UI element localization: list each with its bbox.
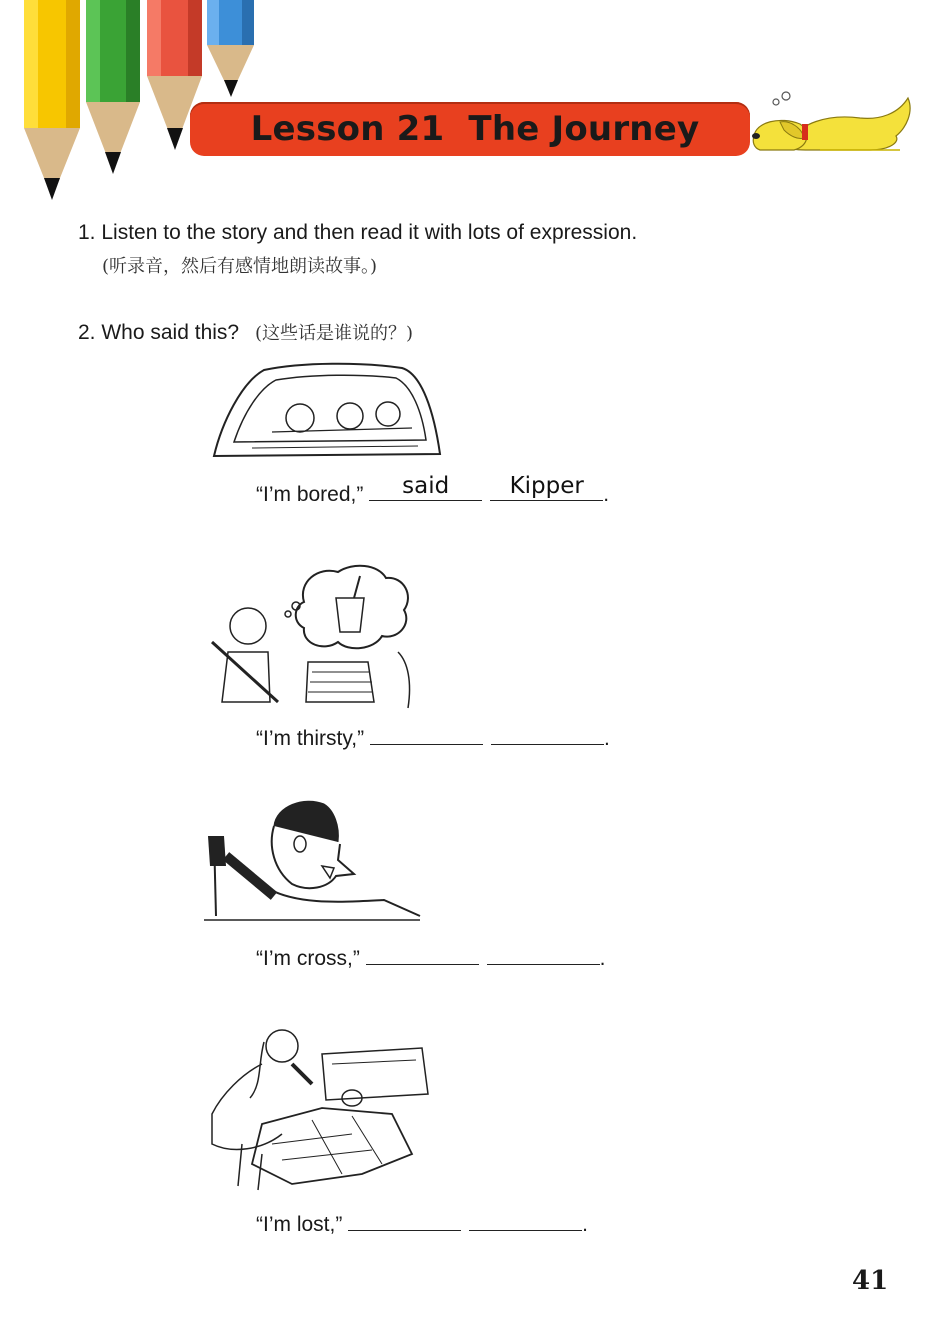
answer-blank-4b[interactable]	[469, 1208, 582, 1231]
sentence-1	[256, 473, 610, 507]
instruction-1-number: 1.	[78, 221, 96, 244]
sentence-4	[256, 1208, 588, 1237]
green-pencil-icon	[86, 0, 140, 174]
instruction-2-chinese: (这些话是谁说的？)	[254, 323, 413, 344]
answer-blank-1b[interactable]	[490, 473, 603, 501]
car-window-illustration	[212, 362, 444, 462]
yellow-pencil-icon	[24, 0, 80, 200]
instruction-2-number: 2.	[78, 321, 96, 344]
cross-dad-illustration	[204, 796, 424, 926]
instruction-1-text: Listen to the story and then read it with lots of expression.	[101, 221, 638, 244]
sleeping-dog-icon	[750, 92, 920, 156]
sentence-3	[256, 942, 606, 971]
answer-blank-2a[interactable]	[370, 722, 483, 745]
blue-pencil-icon	[207, 0, 254, 97]
lesson-title: Lesson 21 The Journey	[250, 109, 700, 149]
lost-mum-map-illustration	[202, 1024, 434, 1194]
answer-1a: said	[402, 473, 450, 499]
instruction-1-chinese: (听录音，然后有感情地朗读故事。)	[102, 256, 378, 277]
answer-blank-3b[interactable]	[487, 942, 600, 965]
instruction-2-text: Who said this?	[101, 321, 240, 344]
period-2: .	[603, 727, 610, 750]
page-number: 41	[852, 1266, 889, 1296]
answer-blank-1a[interactable]	[369, 473, 482, 501]
sentence-2	[256, 722, 610, 751]
thirsty-children-illustration	[208, 562, 418, 712]
instruction-1	[78, 221, 637, 245]
answer-blank-2b[interactable]	[491, 722, 604, 745]
instruction-2	[78, 319, 413, 345]
period-1: .	[603, 483, 610, 506]
answer-1b: Kipper	[509, 473, 584, 499]
period-3: .	[599, 947, 606, 970]
quote-3: “I’m cross,”	[256, 947, 360, 970]
answer-blank-3a[interactable]	[366, 942, 479, 965]
quote-1: “I’m bored,”	[256, 483, 364, 506]
quote-2: “I’m thirsty,”	[256, 727, 365, 750]
answer-blank-4a[interactable]	[348, 1208, 461, 1231]
quote-4: “I’m lost,”	[256, 1213, 343, 1236]
period-4: .	[582, 1213, 589, 1236]
